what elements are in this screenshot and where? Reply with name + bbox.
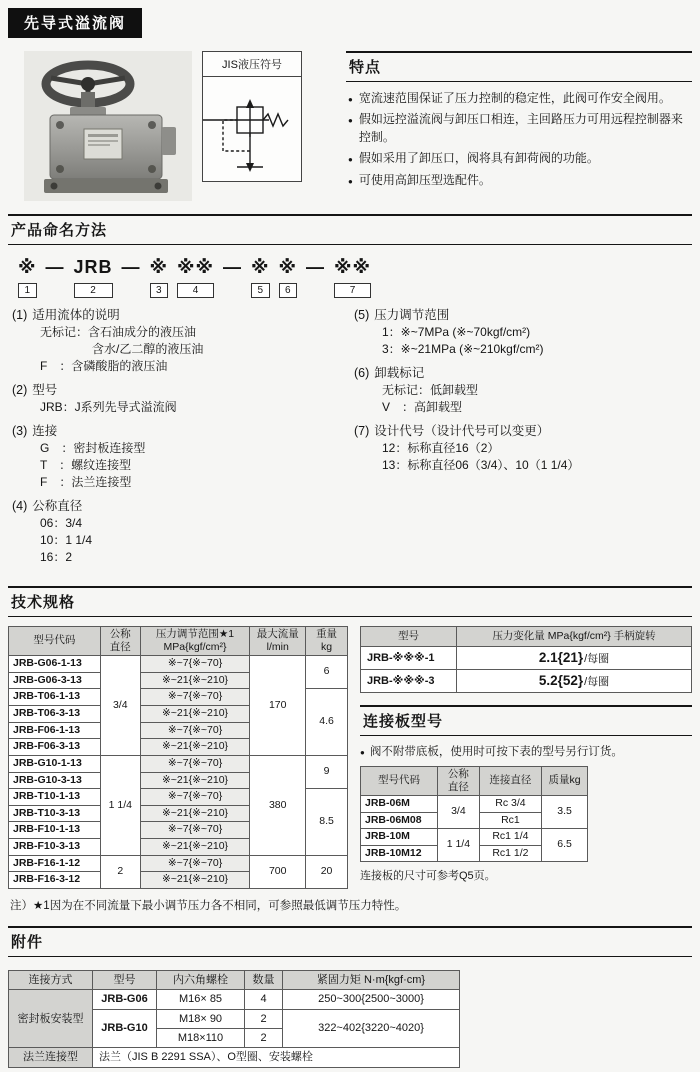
col-pressure-change: 压力变化量 MPa{kgf/cm²} 手柄旋转 [457,626,692,647]
table-row: JRB-T06-1-13 ※~7{※~70} 4.6 [9,689,348,706]
table-row: JRB-F06-1-13 ※~7{※~70} [9,722,348,739]
code-symbol: ※ [149,257,169,277]
table-row: JRB-T06-3-13 ※~21{※~210} [9,705,348,722]
bullet-icon: ● [348,155,353,165]
spec-item [12,423,346,491]
spec-item-number: (7) [354,423,370,438]
table-row: JRB-G06-3-13 ※~21{※~210} [9,672,348,689]
plate-footer-note: 连接板的尺寸可参考Q5页。 [360,870,496,883]
accessories-section-title: 附件 [8,926,692,957]
spec-item-line: V ：高卸载型 [382,399,463,414]
spec-item-heading: 公称直径 [32,498,83,513]
code-symbol: ※ [251,257,270,277]
col-model: 型号代码 [361,766,438,795]
page-title: 先导式溢流阀 [8,8,142,38]
code-index-box: 6 [279,283,298,298]
spec-item-line: 无标记：低卸载型 [382,382,479,397]
table-row: JRB-※※※-1 2.1{21}/每圈 [361,647,692,670]
spec-item [12,382,346,416]
naming-columns [8,307,692,573]
col-quantity: 数量 [245,971,283,990]
spec-item-heading: 设计代号（设计代号可以变更） [374,423,550,438]
code-part [18,256,37,298]
col-model: 型号 [361,626,457,647]
code-part [223,256,242,278]
spec-item-line: 06：3/4 [40,515,83,530]
model-code-row [18,256,692,298]
table-row: JRB-G10-1-13 1 1/4 ※~7{※~70} 380 9 [9,755,348,772]
spec-item-number: (2) [12,382,28,397]
table-row: JRB-06M 3/4 Rc 3/4 3.5 [361,795,588,812]
code-symbol: ※※ [334,257,372,277]
table-row: JRB-F10-1-13 ※~7{※~70} [9,822,348,839]
spec-item-title [12,382,346,399]
feature-item [348,150,690,167]
feature-item [348,111,690,146]
col-weight: 重量 kg [306,626,348,655]
code-symbol: ※ [278,257,298,277]
spec-item-line: T ：螺纹连接型 [40,457,132,472]
table-row: JRB-F16-3-12 ※~21{※~210} [9,872,348,889]
code-part [150,256,169,298]
spec-item-line: 10：1 1/4 [40,532,93,547]
spec-item [354,423,688,474]
code-part [334,256,371,298]
feature-item [348,172,690,189]
spec-item-title [12,423,346,440]
spec-item-heading: 型号 [32,382,58,397]
code-symbol: ※ [18,257,37,277]
code-symbol: — [121,257,141,277]
spec-item-line: 含水/乙二醇的液压油 [92,341,204,356]
col-weight: 质量kg [542,766,588,795]
table-row: JRB-F06-3-13 ※~21{※~210} [9,739,348,756]
table-row: JRB-G10 M18× 90 2 322~402{3220~4020} [9,1009,460,1028]
code-symbol: — [45,257,65,277]
code-index-box: 1 [18,283,37,298]
table-row: JRB-G10-3-13 ※~21{※~210} [9,772,348,789]
code-symbol: — [223,257,243,277]
table-header-row [9,971,460,990]
spec-item-line: 12：标称直径16（2） [382,440,500,455]
feature-text: 宽流速范围保证了压力控制的稳定性，此阀可作安全阀用。 [358,91,671,105]
code-symbol: JRB [73,257,113,277]
bullet-icon: ● [348,95,353,104]
spec-item-heading: 连接 [32,423,58,438]
code-symbol: — [306,257,326,277]
pressure-change-value: 2.1{21}/每圈 [457,647,692,670]
col-bolt: 内六角螺栓 [157,971,245,990]
table-row: JRB-F10-3-13 ※~21{※~210} [9,839,348,856]
bullet-icon: ● [348,116,353,126]
spec-item-line: 无标记：含石油成分的液压油 [40,324,197,339]
table-row: JRB-F16-1-12 2 ※~7{※~70} 700 20 [9,855,348,872]
spec-item-heading: 适用流体的说明 [32,308,120,322]
table-row: 密封板安装型 JRB-G06 M16× 85 4 250~300{2500~3000} [9,990,460,1009]
valve-photo-image [24,51,192,201]
code-index-box: 2 [74,283,113,298]
spec-item-title [354,365,688,382]
code-index-box: 3 [150,283,169,298]
specs-section-title: 技术规格 [8,586,692,617]
features-title: 特点 [346,51,692,82]
jis-symbol-box [202,51,302,182]
col-diameter: 公称 直径 [100,626,140,655]
table-row: 法兰连接型 法兰（JIS B 2291 SSA）、O型圈、安装螺栓 [9,1048,460,1067]
code-part [46,256,65,278]
code-part [74,256,113,298]
feature-item [348,90,690,107]
spec-item [12,307,346,375]
code-part [251,256,270,298]
valve-photo [24,51,192,201]
table-row: JRB-10M 1 1/4 Rc1 1/4 6.5 [361,829,588,846]
table-header-row [361,766,588,795]
specs-left [8,626,348,889]
col-pressure: 压力调节范围★1 MPa{kgf/cm²} [140,626,250,655]
code-symbol: ※※ [177,257,215,277]
spec-item-line: 13：标称直径06（3/4）、10（1 1/4） [382,457,580,472]
code-part [177,256,214,298]
features-list [346,82,692,189]
table-row: JRB-T10-3-13 ※~21{※~210} [9,805,348,822]
table-row: JRB-06M08 Rc1 [361,812,588,829]
spec-item-number: (4) [12,498,28,513]
spec-item-title [12,498,346,515]
top-section [8,51,692,201]
plate-section-title: 连接板型号 [360,705,692,736]
code-index-box: 4 [177,283,214,298]
spec-item-number: (3) [12,423,28,438]
code-index-box: 7 [334,283,371,298]
jis-symbol-label: JIS液压符号 [203,52,301,77]
spec-item [354,365,688,416]
table-row: JRB-10M12 Rc1 1/2 [361,845,588,862]
spec-item-number: (1) [12,308,28,322]
plate-note-text: 阀不附带底板，使用时可按下表的型号另行订货。 [369,745,623,758]
plate-note [360,744,692,760]
spec-item [12,498,346,566]
table-row: JRB-T10-1-13 ※~7{※~70} 8.5 [9,789,348,806]
spec-item-number: (6) [354,365,370,380]
code-part [122,256,141,278]
spec-item-title [354,307,688,324]
spec-item-line: 16：2 [40,549,73,564]
col-flow: 最大流量 l/min [250,626,306,655]
pressure-change-value: 5.2{52}/每圈 [457,670,692,693]
col-diameter: 公称 直径 [438,766,480,795]
col-connection-type: 连接方式 [9,971,93,990]
spec-item-line: F ：含磷酸脂的液压油 [40,358,168,373]
table-header-row [361,626,692,647]
specs-body [8,626,692,889]
spec-item-number: (5) [354,308,370,322]
spec-item-line: F ：法兰连接型 [40,474,132,489]
spec-item-line: 3：※~21MPa (※~210kgf/cm²) [382,341,544,356]
code-part [279,256,298,298]
accessories-table [8,970,460,1067]
plate-table [360,766,588,863]
code-index-box: 5 [251,283,270,298]
bullet-icon: ● [360,747,365,757]
naming-right-column [350,307,692,573]
feature-text: 可使用高卸压型选配件。 [358,172,491,187]
relief-valve-symbol [203,77,299,181]
spec-item-heading: 卸载标记 [374,365,425,380]
spec-item-heading: 压力调节范围 [374,308,450,322]
col-torque: 紧固力矩 N·m{kgf·cm} [283,971,460,990]
table-row: M18×110 2 [9,1028,460,1047]
table-header-row [9,626,348,655]
spec-item-line: 1：※~7MPa (※~70kgf/cm²) [382,324,531,339]
specs-right [348,626,692,889]
code-part [306,256,325,278]
feature-text: 假如采用了卸压口，阀将具有卸荷阀的功能。 [358,151,599,166]
spec-item-title [12,307,346,324]
table-row: JRB-※※※-3 5.2{52}/每圈 [361,670,692,693]
features-section [346,51,692,193]
jis-hydraulic-symbol [203,77,301,181]
table-row: JRB-G06-1-13 3/4 ※~7{※~70} 170 6 [9,656,348,673]
spec-item-title [354,423,688,440]
spec-item-line: JRB：J系列先导式溢流阀 [40,399,177,414]
pressure-change-table [360,626,692,693]
naming-section-title: 产品命名方法 [8,214,692,245]
feature-text: 假如远控溢流阀与卸压口相连，主回路压力可用远程控制器来控制。 [358,112,683,144]
naming-left-column [8,307,350,573]
bullet-icon: ● [348,176,353,186]
col-model: 型号 [93,971,157,990]
col-connection: 连接直径 [479,766,541,795]
specs-table [8,626,348,889]
spec-item [354,307,688,358]
col-model: 型号代码 [9,626,101,655]
footnote: 注）★1因为在不同流量下最小调节压力各不相同，可参照最低调节压力特性。 [10,900,407,913]
spec-item-line: G ：密封板连接型 [40,440,146,455]
